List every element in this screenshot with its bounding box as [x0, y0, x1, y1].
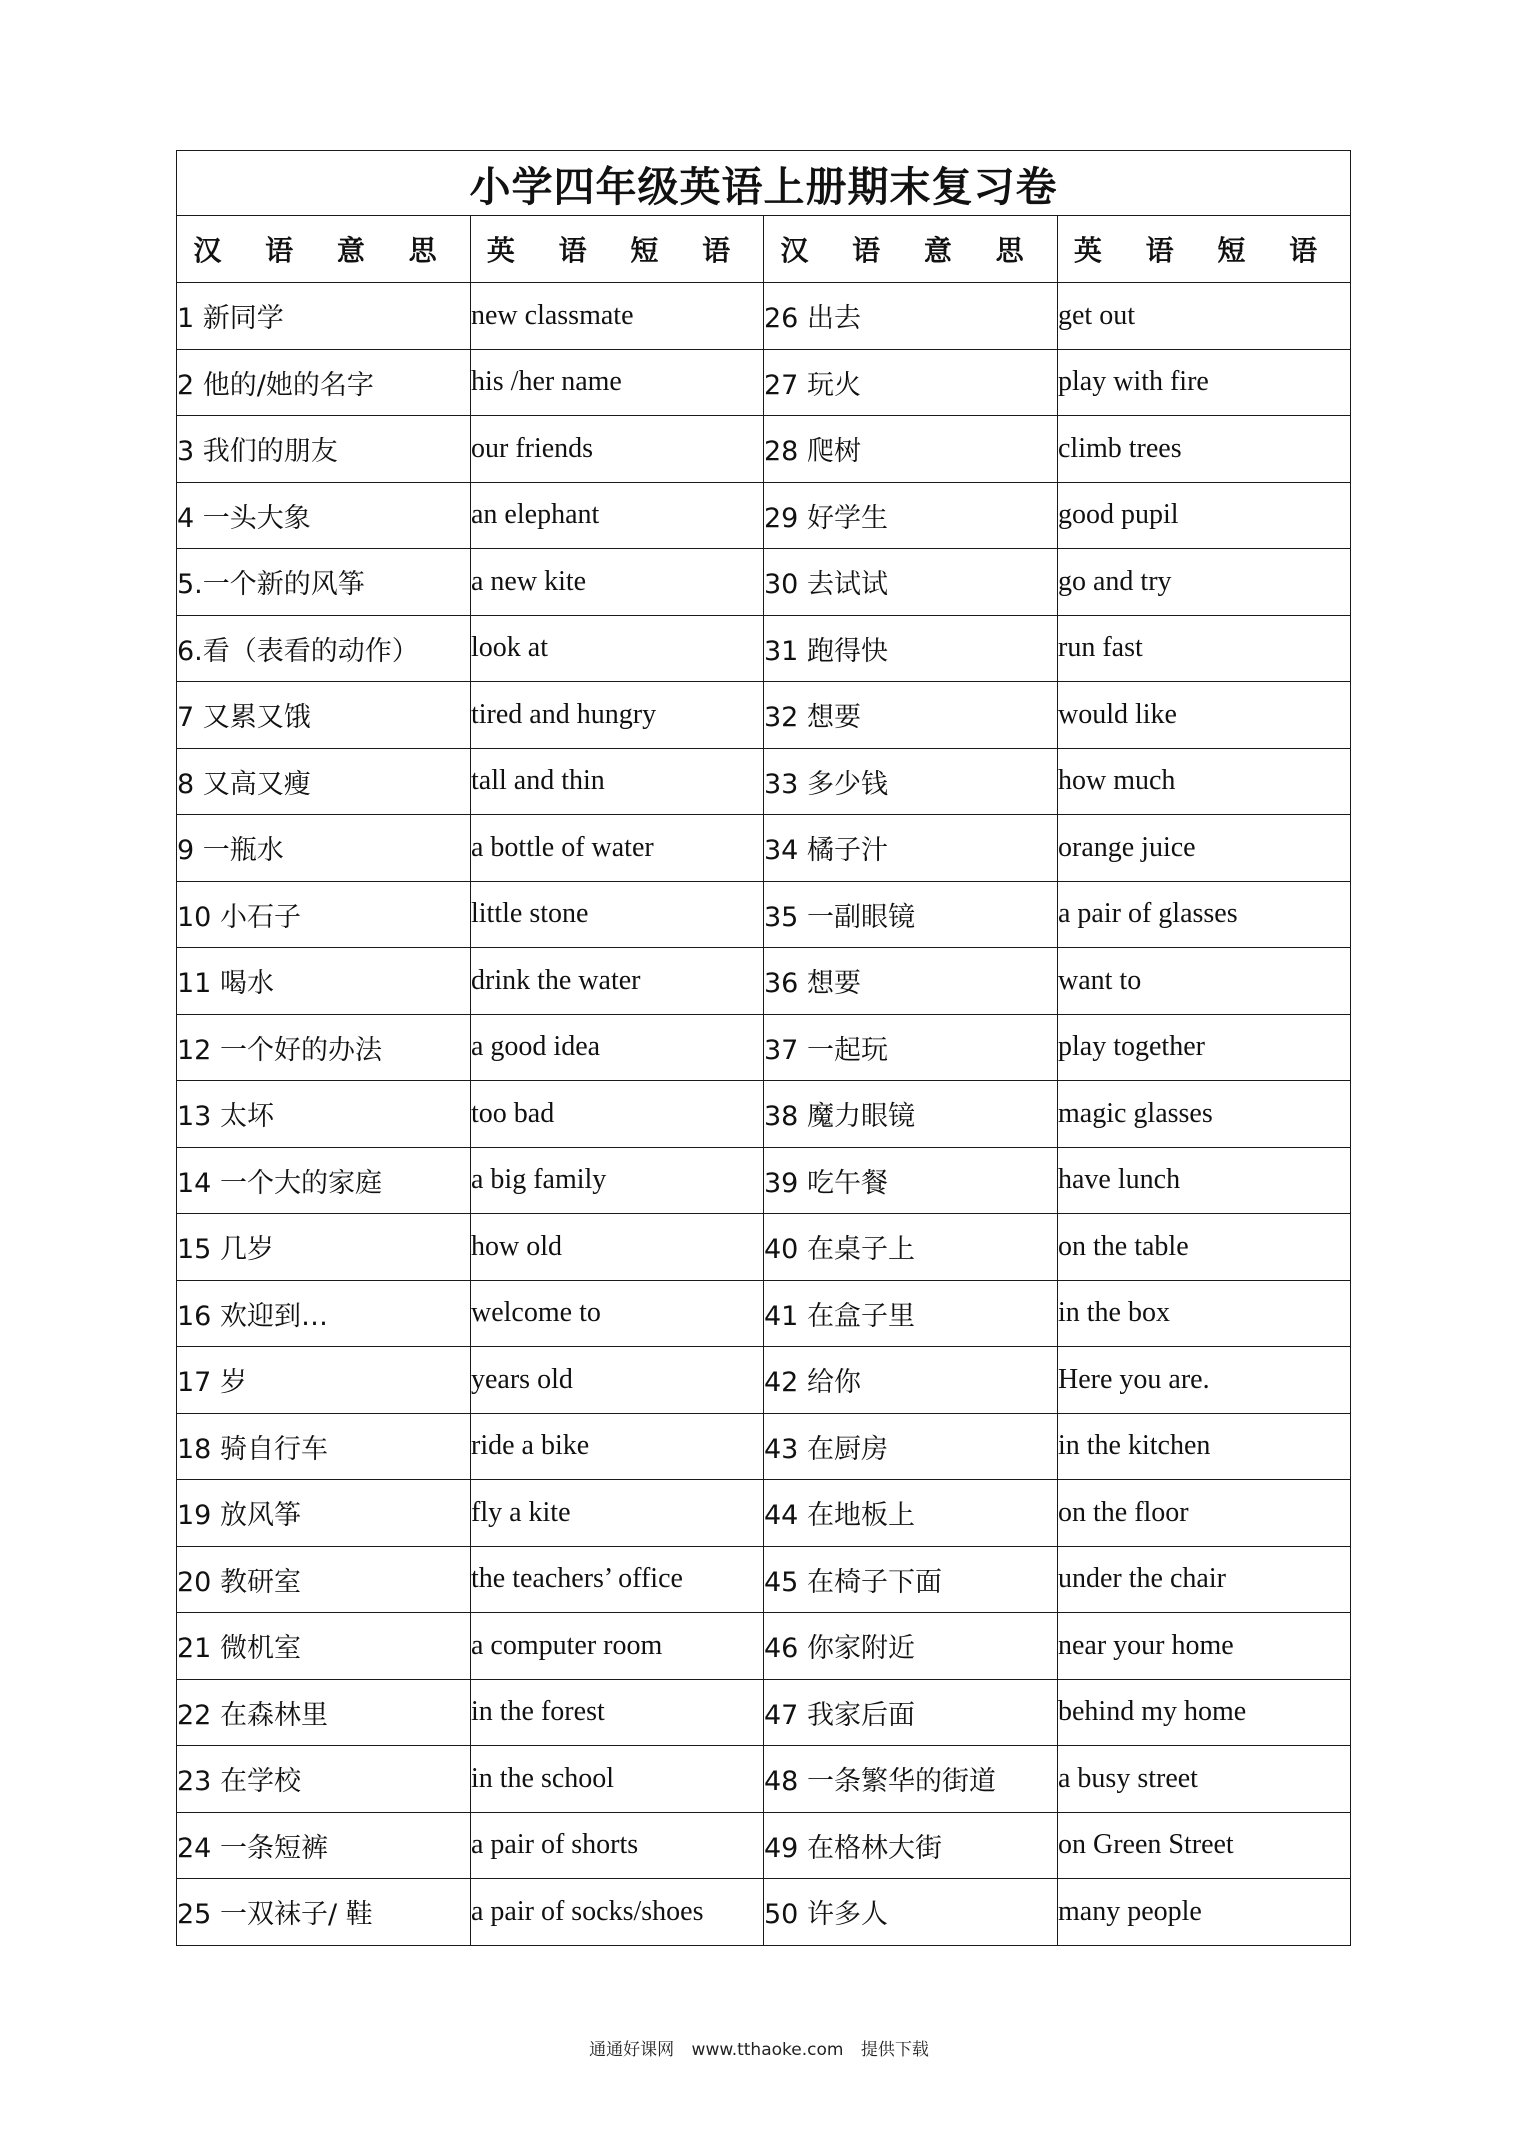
vocabulary-rows [177, 283, 1351, 1946]
left-english-cell: tired and hungry [471, 682, 764, 749]
right-english-cell: orange juice [1058, 815, 1351, 882]
left-english-cell: a computer room [471, 1613, 764, 1680]
right-english-cell: behind my home [1058, 1679, 1351, 1746]
table-row [177, 1147, 1351, 1214]
table-row [177, 349, 1351, 416]
left-chinese-cell: 22 在森林里 [177, 1679, 471, 1746]
left-english-cell: a pair of socks/shoes [471, 1879, 764, 1946]
table-row [177, 1879, 1351, 1946]
review-table [176, 150, 1351, 1946]
left-english-cell: his /her name [471, 349, 764, 416]
left-english-cell: how old [471, 1214, 764, 1281]
right-english-cell: in the box [1058, 1280, 1351, 1347]
table-row [177, 1480, 1351, 1547]
header-chinese-meaning-1: 汉 语 意 思 [177, 216, 471, 283]
left-english-cell: little stone [471, 881, 764, 948]
right-chinese-cell: 30 去试试 [764, 549, 1058, 616]
left-english-cell: in the school [471, 1746, 764, 1813]
left-chinese-cell: 16 欢迎到… [177, 1280, 471, 1347]
table-row [177, 1214, 1351, 1281]
right-chinese-cell: 31 跑得快 [764, 615, 1058, 682]
left-english-cell: new classmate [471, 283, 764, 350]
right-chinese-cell: 29 好学生 [764, 482, 1058, 549]
right-english-cell: get out [1058, 283, 1351, 350]
right-chinese-cell: 50 许多人 [764, 1879, 1058, 1946]
table-row [177, 1679, 1351, 1746]
left-chinese-cell: 12 一个好的办法 [177, 1014, 471, 1081]
table-row [177, 1280, 1351, 1347]
left-english-cell: welcome to [471, 1280, 764, 1347]
left-chinese-cell: 8 又高又瘦 [177, 748, 471, 815]
right-english-cell: go and try [1058, 549, 1351, 616]
table-row [177, 815, 1351, 882]
right-chinese-cell: 28 爬树 [764, 416, 1058, 483]
right-english-cell: magic glasses [1058, 1081, 1351, 1148]
left-chinese-cell: 9 一瓶水 [177, 815, 471, 882]
left-english-cell: a new kite [471, 549, 764, 616]
left-chinese-cell: 15 几岁 [177, 1214, 471, 1281]
right-chinese-cell: 34 橘子汁 [764, 815, 1058, 882]
right-chinese-cell: 41 在盒子里 [764, 1280, 1058, 1347]
right-english-cell: a pair of glasses [1058, 881, 1351, 948]
left-chinese-cell: 24 一条短裤 [177, 1812, 471, 1879]
right-chinese-cell: 38 魔力眼镜 [764, 1081, 1058, 1148]
left-english-cell: years old [471, 1347, 764, 1414]
table-row [177, 283, 1351, 350]
right-english-cell: a busy street [1058, 1746, 1351, 1813]
table-row [177, 881, 1351, 948]
left-english-cell: drink the water [471, 948, 764, 1015]
header-english-phrase-1: 英 语 短 语 [471, 216, 764, 283]
left-english-cell: ride a bike [471, 1413, 764, 1480]
left-english-cell: in the forest [471, 1679, 764, 1746]
left-chinese-cell: 23 在学校 [177, 1746, 471, 1813]
left-english-cell: a pair of shorts [471, 1812, 764, 1879]
right-chinese-cell: 43 在厨房 [764, 1413, 1058, 1480]
right-english-cell: on the table [1058, 1214, 1351, 1281]
right-english-cell: play together [1058, 1014, 1351, 1081]
table-row [177, 1613, 1351, 1680]
right-english-cell: have lunch [1058, 1147, 1351, 1214]
table-row [177, 1081, 1351, 1148]
right-chinese-cell: 26 出去 [764, 283, 1058, 350]
right-chinese-cell: 32 想要 [764, 682, 1058, 749]
footer-note: 提供下载 [860, 2040, 929, 2060]
left-english-cell: fly a kite [471, 1480, 764, 1547]
table-row [177, 748, 1351, 815]
right-english-cell: many people [1058, 1879, 1351, 1946]
left-chinese-cell: 3 我们的朋友 [177, 416, 471, 483]
footer-site-name: 通通好课网 [589, 2040, 675, 2060]
right-english-cell: play with fire [1058, 349, 1351, 416]
left-chinese-cell: 13 太坏 [177, 1081, 471, 1148]
right-chinese-cell: 48 一条繁华的街道 [764, 1746, 1058, 1813]
right-chinese-cell: 35 一副眼镜 [764, 881, 1058, 948]
right-chinese-cell: 42 给你 [764, 1347, 1058, 1414]
right-chinese-cell: 33 多少钱 [764, 748, 1058, 815]
table-row [177, 1812, 1351, 1879]
right-chinese-cell: 27 玩火 [764, 349, 1058, 416]
right-english-cell: good pupil [1058, 482, 1351, 549]
left-english-cell: tall and thin [471, 748, 764, 815]
table-row [177, 615, 1351, 682]
left-english-cell: the teachers’ office [471, 1546, 764, 1613]
table-row [177, 948, 1351, 1015]
right-english-cell: want to [1058, 948, 1351, 1015]
right-chinese-cell: 45 在椅子下面 [764, 1546, 1058, 1613]
table-row [177, 1347, 1351, 1414]
right-english-cell: on Green Street [1058, 1812, 1351, 1879]
left-chinese-cell: 18 骑自行车 [177, 1413, 471, 1480]
right-chinese-cell: 39 吃午餐 [764, 1147, 1058, 1214]
footer [0, 2035, 1518, 2060]
left-chinese-cell: 17 岁 [177, 1347, 471, 1414]
right-english-cell: near your home [1058, 1613, 1351, 1680]
right-english-cell: under the chair [1058, 1546, 1351, 1613]
left-english-cell: a big family [471, 1147, 764, 1214]
left-chinese-cell: 10 小石子 [177, 881, 471, 948]
left-chinese-cell: 11 喝水 [177, 948, 471, 1015]
header-chinese-meaning-2: 汉 语 意 思 [764, 216, 1058, 283]
left-chinese-cell: 1 新同学 [177, 283, 471, 350]
left-chinese-cell: 19 放风筝 [177, 1480, 471, 1547]
table-row [177, 1746, 1351, 1813]
header-english-phrase-2: 英 语 短 语 [1058, 216, 1351, 283]
left-chinese-cell: 4 一头大象 [177, 482, 471, 549]
left-english-cell: a good idea [471, 1014, 764, 1081]
left-chinese-cell: 14 一个大的家庭 [177, 1147, 471, 1214]
right-english-cell: how much [1058, 748, 1351, 815]
table-row [177, 482, 1351, 549]
right-chinese-cell: 44 在地板上 [764, 1480, 1058, 1547]
right-english-cell: run fast [1058, 615, 1351, 682]
left-english-cell: too bad [471, 1081, 764, 1148]
left-english-cell: our friends [471, 416, 764, 483]
right-english-cell: Here you are. [1058, 1347, 1351, 1414]
footer-site-url: www.tthaoke.com [691, 2040, 844, 2060]
left-chinese-cell: 20 教研室 [177, 1546, 471, 1613]
left-chinese-cell: 21 微机室 [177, 1613, 471, 1680]
page-title: 小学四年级英语上册期末复习卷 [177, 151, 1351, 216]
left-chinese-cell: 2 他的/她的名字 [177, 349, 471, 416]
right-english-cell: climb trees [1058, 416, 1351, 483]
left-english-cell: look at [471, 615, 764, 682]
right-chinese-cell: 47 我家后面 [764, 1679, 1058, 1746]
left-chinese-cell: 25 一双袜子/ 鞋 [177, 1879, 471, 1946]
table-row [177, 416, 1351, 483]
right-english-cell: would like [1058, 682, 1351, 749]
left-english-cell: a bottle of water [471, 815, 764, 882]
left-english-cell: an elephant [471, 482, 764, 549]
right-chinese-cell: 37 一起玩 [764, 1014, 1058, 1081]
right-chinese-cell: 36 想要 [764, 948, 1058, 1015]
table-row [177, 1014, 1351, 1081]
right-english-cell: in the kitchen [1058, 1413, 1351, 1480]
left-chinese-cell: 5.一个新的风筝 [177, 549, 471, 616]
left-chinese-cell: 6.看（表看的动作） [177, 615, 471, 682]
right-chinese-cell: 40 在桌子上 [764, 1214, 1058, 1281]
table-row [177, 1546, 1351, 1613]
right-chinese-cell: 49 在格林大街 [764, 1812, 1058, 1879]
right-english-cell: on the floor [1058, 1480, 1351, 1547]
left-chinese-cell: 7 又累又饿 [177, 682, 471, 749]
table-row [177, 1413, 1351, 1480]
table-row [177, 682, 1351, 749]
right-chinese-cell: 46 你家附近 [764, 1613, 1058, 1680]
table-row [177, 549, 1351, 616]
